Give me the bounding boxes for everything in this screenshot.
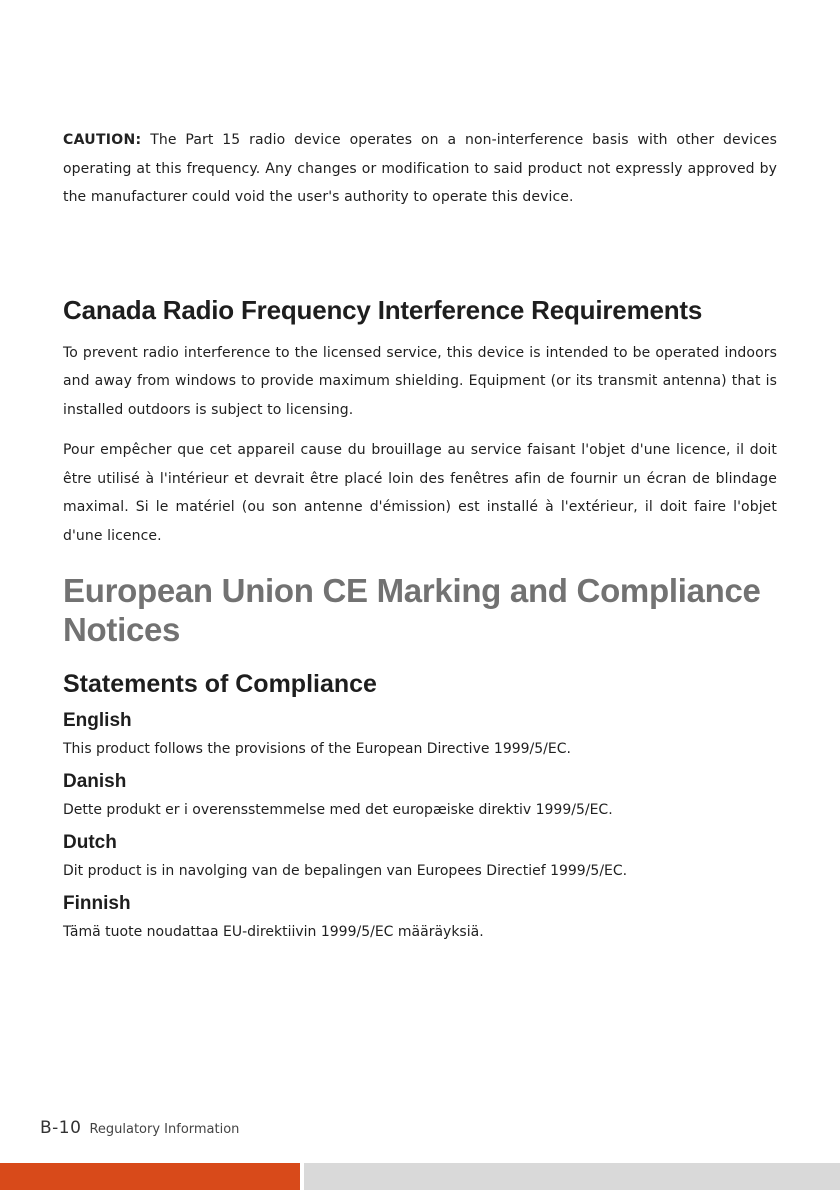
footer-accent-bar: [0, 1163, 300, 1190]
language-statement: [63, 710, 777, 760]
caution-text: The Part 15 radio device operates on a non-interference basis with other devices operating at this frequency. Any changes or modification to said product not expressly approved by the manufacturer could void the user's authority to operate this device.: [63, 132, 777, 205]
language-name: Dutch: [63, 832, 117, 853]
page-number: B-10: [40, 1118, 82, 1138]
caution-label: CAUTION:: [63, 132, 142, 148]
footer-gray-bar: [304, 1163, 840, 1190]
language-name: Finnish: [63, 893, 131, 914]
language-statement: [63, 893, 777, 943]
language-text: Tämä tuote noudattaa EU-direktiivin 1999/5/EC määräyksiä.: [63, 924, 484, 940]
language-statement: [63, 832, 777, 882]
page-content: [63, 126, 777, 943]
eu-heading: European Union CE Marking and Compliance Notices: [63, 572, 761, 648]
language-name: Danish: [63, 771, 127, 792]
footer-title: Regulatory Information: [89, 1122, 240, 1137]
canada-heading: Canada Radio Frequency Interference Requirements: [63, 294, 703, 325]
canada-paragraph-english: To prevent radio interference to the licensed service, this device is intended to be operated indoors and away from windows to provide maximum shielding. Equipment (or its transmit antenna) that is installed outdoors is subject to licensing.: [63, 344, 777, 418]
page-footer: [40, 1118, 239, 1138]
canada-paragraph-french: Pour empêcher que cet appareil cause du brouillage au service faisant l'objet d'une licence, il doit être utilisé à l'intérieur et devrait être placé loin des fenêtres afin de fournir un écran de blindage maximal. Si le matériel (ou son antenne d'émission) est installé à l'extérieur, il doit faire l'objet d'une licence.: [63, 442, 777, 544]
statements-heading: Statements of Compliance: [63, 670, 377, 698]
language-statement: [63, 771, 777, 821]
language-name: English: [63, 710, 132, 731]
language-text: This product follows the provisions of the European Directive 1999/5/EC.: [63, 741, 571, 757]
language-text: Dit product is in navolging van de bepalingen van Europees Directief 1999/5/EC.: [63, 863, 628, 879]
caution-paragraph: [63, 126, 777, 212]
language-text: Dette produkt er i overensstemmelse med det europæiske direktiv 1999/5/EC.: [63, 802, 613, 818]
